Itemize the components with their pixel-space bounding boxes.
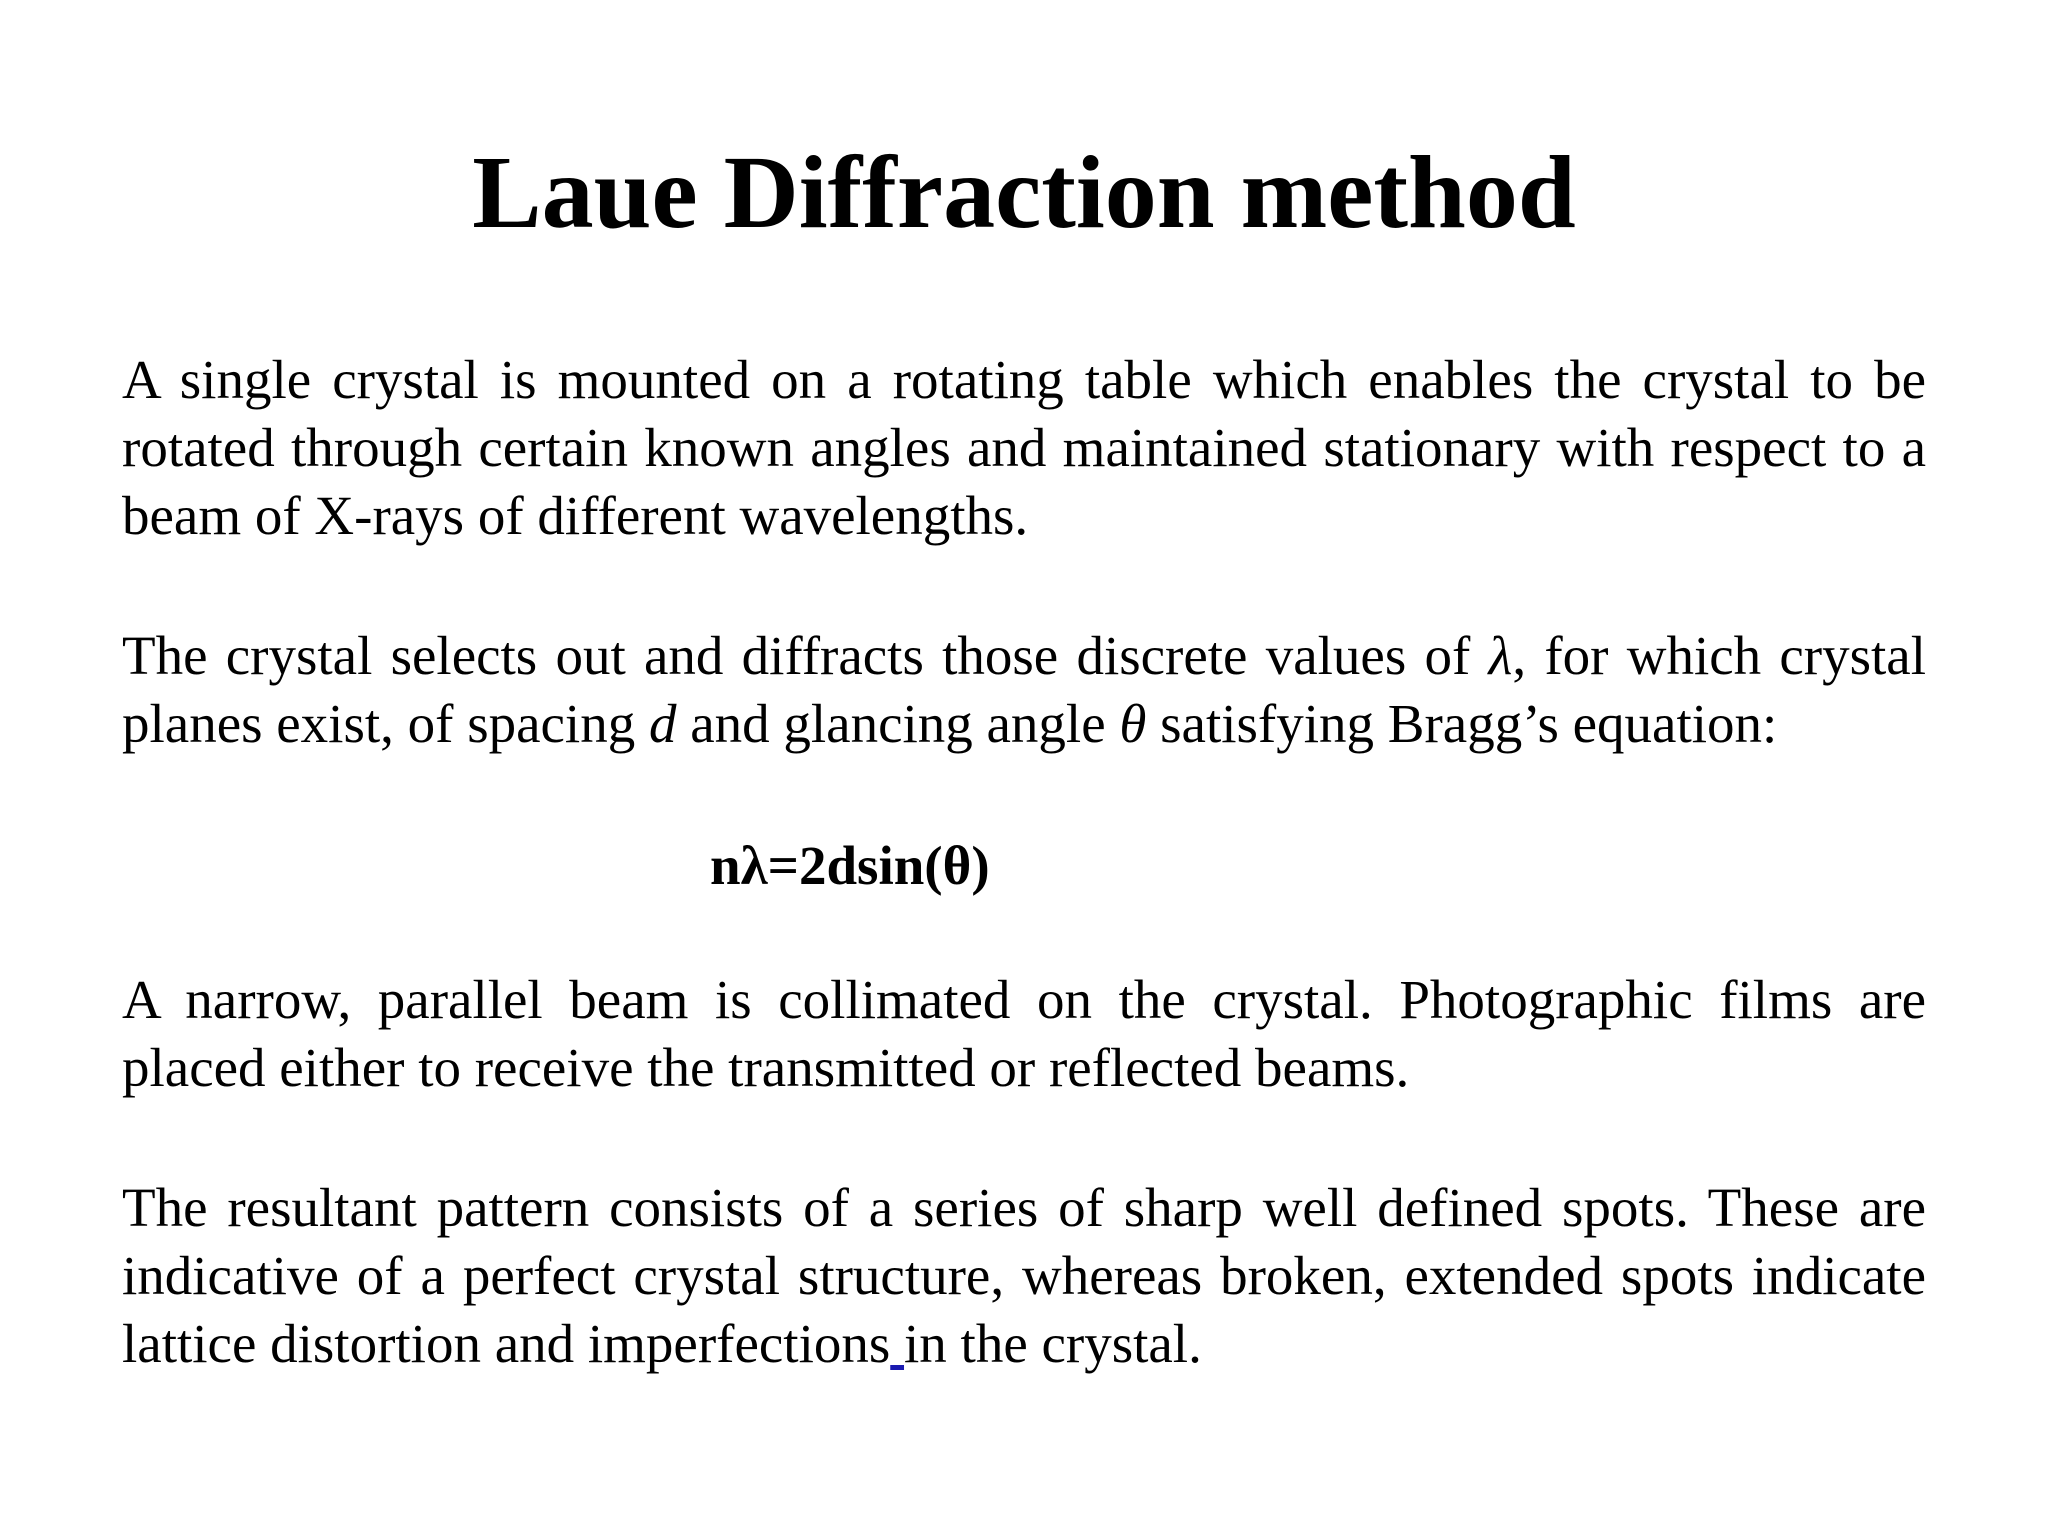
lambda-symbol: λ [1488, 625, 1513, 686]
para2-text-2: , for which crystal planes exist, of spacing [122, 625, 1926, 754]
para2-text-3: and glancing angle [676, 693, 1120, 754]
paragraph-beam-collimation: A narrow, parallel beam is collimated on the crystal. Photographic films are placed either to receive the transmitted or reflected beams. [122, 969, 1926, 1098]
bragg-equation: nλ=2dsin(θ) [710, 835, 990, 896]
para2-text-4: satisfying Bragg’s equation: [1146, 693, 1778, 754]
d-symbol: d [648, 693, 677, 754]
slide-title: Laue Diffraction method [472, 135, 1576, 250]
para4-text-1: The resultant pattern consists of a series of sharp well defined spots. These are indicative of a perfect crystal structure, whereas broken, extended spots indicate lattice distortion and imperfections [122, 1177, 1926, 1374]
paragraph-crystal-mounting: A single crystal is mounted on a rotating table which enables the crystal to be rotated through certain known angles and maintained stationary with respect to a beam of X-rays of different wavelengths. [122, 349, 1926, 546]
theta-symbol: θ [1119, 693, 1147, 754]
para2-text-1: The crystal selects out and diffracts those discrete values of [122, 625, 1489, 686]
hyperlink-space[interactable] [890, 1313, 904, 1374]
para4-text-2: in the crystal. [904, 1313, 1202, 1374]
paragraph-bragg-selection [122, 622, 1926, 758]
paragraph-resultant-pattern [122, 1174, 1926, 1378]
